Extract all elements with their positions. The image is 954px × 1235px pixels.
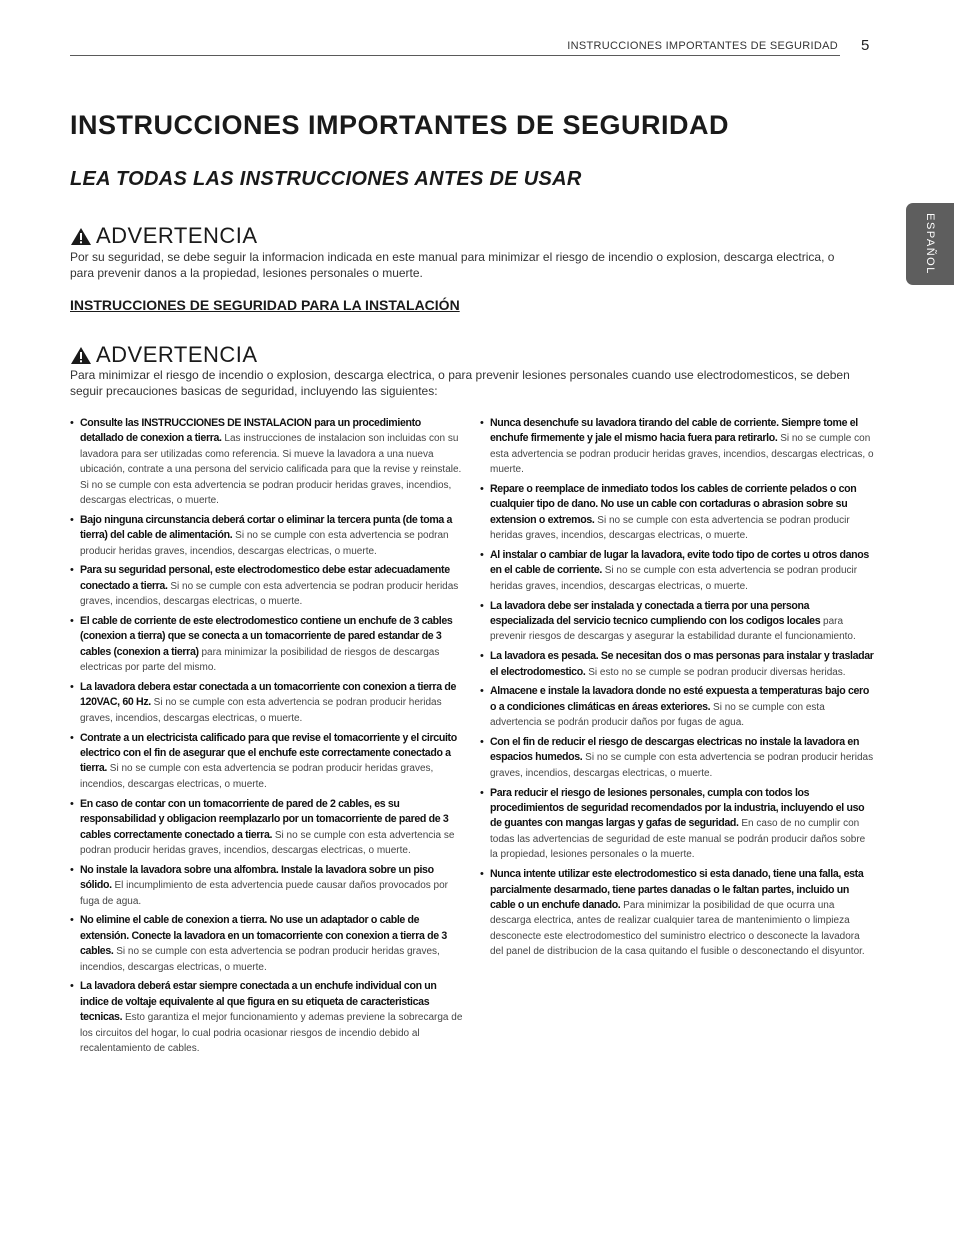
header-rule [70, 55, 840, 56]
section-heading: INSTRUCCIONES DE SEGURIDAD PARA LA INSTALACIÓN [70, 297, 460, 313]
page-number: 5 [861, 37, 870, 54]
warning-heading-2 [70, 342, 258, 368]
list-item: • Almacene e instale la lavadora donde no esté expuesta a temperaturas bajo cero o a condiciones climáticas en áreas exteriores. Si no se cumple con esta advertencia se podrán producir daños por fugas de agua. [480, 684, 875, 730]
list-item: • El cable de corriente de este electrodomestico contiene un enchufe de 3 cables (conexion a tierra) que se conecta a un tomacorriente de pared estandar de 3 cables (conexion a tierra) para minimizar la posibilidad de riesgos de descargas electricas por parte del mismo. [70, 614, 465, 676]
list-item: • Con el fin de reducir el riesgo de descargas electricas no instale la lavadora en espacios humedos. Si no se cumple con esta advertencia se podran producir heridas graves, incendios, descargas electricas, o muerte. [480, 735, 875, 781]
warning-1-text: Por su seguridad, se debe seguir la informacion indicada en este manual para minimizar el riesgo de incendio o explosion, descarga electrica, o para prevenir danos a la propiedad, lesiones personales o muerte. [70, 250, 835, 280]
list-item: • Para reducir el riesgo de lesiones personales, cumpla con todos los procedimientos de seguridad recomendados por la industria, incluyendo el uso de guantes con mangas largas y gafas de seguridad. En caso de no cumplir con todas las advertencias de seguridad de este manual se podrán producir daños sobre la propiedad, lesiones personales o la muerte. [480, 786, 875, 863]
left-safety-list [70, 416, 465, 1056]
list-item: • Consulte las INSTRUCCIONES DE INSTALACION para un procedimiento detallado de conexion a tierra. Las instrucciones de instalacion son incluidas con su lavadora para ser utilizadas como referencia. Si mueve la lavadora a una nueva ubicación, contrate a una persona del servicio calificada para que la revise y reinstale. Si no se cumple con esta advertencia se podran producir heridas graves, incendios, descargas electricas, o muerte. [70, 416, 465, 508]
warning-triangle-icon [70, 346, 92, 365]
warning-triangle-icon [70, 227, 92, 246]
warning-heading-1 [70, 223, 258, 249]
language-tab-label: ESPAÑOL [924, 213, 936, 275]
right-column [480, 416, 875, 964]
list-item: • Para su seguridad personal, este electrodomestico debe estar adecuadamente conectado a tierra. Si no se cumple con esta advertencia se podran producir heridas graves, incendios, descargas electricas, o muerte. [70, 563, 465, 609]
left-column [70, 416, 465, 1061]
warning-2-text: Para minimizar el riesgo de incendio o explosion, descarga electrica, o para prevenir lesiones personales cuando use electrodomesticos, se deben seguir precauciones basicas de seguridad, incluyendo las siguientes: [70, 368, 850, 398]
list-item: • La lavadora debe ser instalada y conectada a tierra por una persona especializada del servicio tecnico cumpliendo con los codigos locales para prevenir riesgos de descargas y asegurar la estabilidad durante el funcionamiento. [480, 599, 875, 645]
right-safety-list [480, 416, 875, 960]
warning-heading-2-label: ADVERTENCIA [96, 342, 258, 367]
running-header: INSTRUCCIONES IMPORTANTES DE SEGURIDAD [567, 40, 838, 52]
page-title: INSTRUCCIONES IMPORTANTES DE SEGURIDAD [70, 110, 730, 140]
warning-heading-1-label: ADVERTENCIA [96, 223, 258, 248]
list-item: • Repare o reemplace de inmediato todos los cables de corriente pelados o con cualquier tipo de dano. No use un cable con cortaduras o abrasion sobre su extension o extremos. Si no se cumple con esta advertencia se podran producir heridas graves, incendios, descargas electricas, o muerte. [480, 482, 875, 544]
list-item: • La lavadora es pesada. Se necesitan dos o mas personas para instalar y trasladar el electrodomestico. Si esto no se cumple se podran producir diversas heridas. [480, 649, 875, 680]
list-item: • Al instalar o cambiar de lugar la lavadora, evite todo tipo de cortes u otros danos en el cable de corriente. Si no se cumple con esta advertencia se podran producir heridas graves, incendios, descargas electricas, o muerte. [480, 548, 875, 594]
list-item: • Nunca intente utilizar este electrodomestico si esta danado, tiene una falla, esta parcialmente desarmado, tiene partes danadas o le faltan partes, incluido un cable o un enchufe danado. Para minimizar la posibilidad de que ocurra una descarga electrica, antes de realizar cualquier tarea de mantenimiento o limpieza desconecte este electrodomestico del suministro electrico o desconecte la lavadora del panel de distribucion de la casa quitando el fusible o desconectando el disyuntor. [480, 867, 875, 959]
list-item: • En caso de contar con un tomacorriente de pared de 2 cables, es su responsabilidad y obligacion reemplazarlo por un tomacorriente de pared de 3 cables correctamente conectado a tierra. Si no se cumple con esta advertencia se podran producir heridas graves, incendios, descargas electricas, o muerte. [70, 797, 465, 859]
page-subtitle: LEA TODAS LAS INSTRUCCIONES ANTES DE USAR [70, 168, 582, 190]
list-item: • La lavadora debera estar conectada a un tomacorriente con conexion a tierra de 120VAC, 60 Hz. Si no se cumple con esta advertencia se podran producir heridas graves, incendios, descargas electricas, o muerte. [70, 680, 465, 726]
language-tab[interactable] [906, 203, 954, 285]
list-item: • Contrate a un electricista calificado para que revise el tomacorriente y el circuito electrico con el fin de asegurar que el enchufe este correctamente conectado a tierra. Si no se cumple con esta advertencia se podran producir heridas graves, incendios, descargas electricas, o muerte. [70, 731, 465, 793]
list-item: • Bajo ninguna circunstancia deberá cortar o eliminar la tercera punta (de toma a tierra) del cable de alimentación. Si no se cumple con esta advertencia se podran producir heridas graves, incendios, descargas electricas, o muerte. [70, 513, 465, 559]
list-item: • No instale la lavadora sobre una alfombra. Instale la lavadora sobre un piso sólido. El incumplimiento de esta advertencia puede causar daños provocados por fuga de agua. [70, 863, 465, 909]
list-item: • La lavadora deberá estar siempre conectada a un enchufe individual con un indice de voltaje equivalente al que figura en su etiqueta de caracteristicas tecnicas. Esto garantiza el mejor funcionamiento y ademas previene la sobrecarga de los circuitos del hogar, lo cual podria ocasionar riesgos de incendio debido al recalentamiento de cables. [70, 979, 465, 1056]
list-item: • No elimine el cable de conexion a tierra. No use un adaptador o cable de extensión. Conecte la lavadora en un tomacorriente con conexion a tierra de 3 cables. Si no se cumple con esta advertencia se podran producir heridas graves, incendios, descargas electricas, o muerte. [70, 913, 465, 975]
list-item: • Nunca desenchufe su lavadora tirando del cable de corriente. Siempre tome el enchufe firmemente y jale el mismo hacia fuera para retirarlo. Si no se cumple con esta advertencia se podran producir heridas graves, incendios, descargas electricas, o muerte. [480, 416, 875, 478]
